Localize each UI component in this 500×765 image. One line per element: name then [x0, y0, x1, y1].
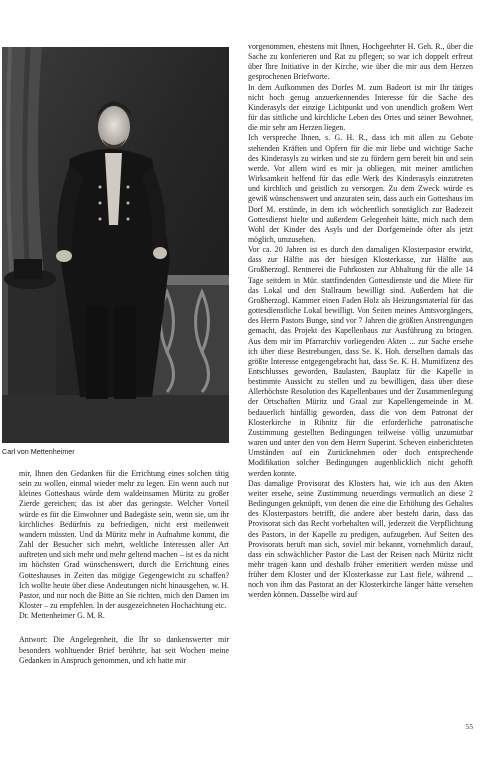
paragraph: In dem Aufkommen des Dorfes M. zum Badeort ist mir Ihr tätiges nicht hoch genug anzuerkennendes Interesse für die Sache des Kinderasyls der einzige Lichtpunkt und von unendlich großem Wert für das sittliche und kirchliche Leben des Ortes und seiner Bewohner, die mir sehr am Herzen liegen.: [248, 82, 473, 133]
paragraph: Ich verspreche Ihnen, s. G. H. R., dass ich mit allen zu Gebote stehenden Kräften und Opfern für die mir liebe und wichtige Sache des Kinderasyls zu wirken und sie zu fördern gern bereit bin und sein werde. Vor allem wird es mir ja obliegen, mit meiner amtlichen Wirksamkeit helfend für das edle Werk des Kinderasyls einzutreten und kirchlich und geistlich zu versorgen. Zu dem Zweck würde es gewiß wünschenswert und anzuraten sein, dass auch ein Gotteshaus im Dorf M. erstünde, in dem ich wöchentlich sonntäglich zur Badezeit Gottesdienst hielte und außerdem Gelegenheit hätte, mich nach dem Wohl der Kinder des Asyls und der Dorfgemeinde öfter als jetzt möglich, umzusehen.: [248, 133, 473, 244]
photo-caption: Carl von Mettenheimer: [2, 447, 75, 456]
left-text-column: [19, 469, 229, 666]
page-number: 55: [465, 722, 473, 731]
right-text-column: [248, 42, 473, 601]
paragraph: mir, Ihnen den Gedanken für die Errichtung eines solchen tätig sein zu wollen, einmal wieder mehr zu legen. Ein wenn auch nur kleines Gotteshaus würde dem waldeinsamen Müritz zu großer Zierde gereichen; das ist aber das geringste. Welcher Vorteil würde es für die Einwohner und Badegäste sein, wenn sie, um ihr kirchliches Bedürfnis zu befriedigen, nicht erst meilenweit wandern müssten. Und da Müritz mehr in Aufnahme kommt, die Zahl der Besucher sich mehrt, weltliche Interessen aller Art auftreten und sich mehr und mehr geltend machen – ist es da nicht im höchsten Grad wünschenswert, durch die Errichtung eines Gotteshauses in Zeiten das mögige Gegengewicht zu schaffen? Ich wollte heute über diese Andeutungen nicht hinausgehen, w. H. Pastor, und nur noch die Bitte an Sie richten, mich den Damen im Kloster – zu empfehlen. In der ausgezeichneten Hochachtung etc.: [19, 469, 229, 611]
paragraph: Antwort: Die Angelegenheit, die Ihr so dankenswerter mir besonders wohltuender Brief berührte, hat seit Wochen meine Gedanken in Anspruch genommen, und ich hatte mir: [19, 635, 229, 665]
paragraph: vorgenommen, ehestens mit Ihnen, Hochgeehrter H. Geh. R., über die Sache zu konferieren und Rat zu pflegen; so war ich doppelt erfreut über Ihre Initiative in der Kirche, wie über die mir aus dem Herzen gesprochenen Briefworte.: [248, 42, 473, 82]
signature-line: Dr. Mettenheimer G. M. R.: [19, 611, 105, 621]
paragraph: Vor ca. 20 Jahren ist es durch den damaligen Klosterpastor erwirkt, dass zur Hälfte aus der hiesigen Klosterkasse, zur Hälfte aus Großherzogl. Rentnerei die Fuhrkosten zur Abhaltung für die alle 14 Tage seitdem in Mür. stattfindenden Gottesdienste und die Miete für das Lokal und den Stallraum bewilligt sind. Außerdem hat die Großherzogl. Kammer einen Faden Holz als Heizungsmaterial für das gottesdienstliche Lokal bewilligt. Von Seiten meines Amtsvorgängers, des Herrn Pastors Bunge, sind vor 7 Jahren die größten Anstrengungen gemacht, das Projekt des Kapellenbaus zur Ausführung zu bringen. Aus dem mir im Pfarrarchiv vorliegenden Akten ... zur Sache ersehe ich über diese Bestrebungen, dass Se. K. Hoh. derselben damals das größte Interesse entgegengebracht hat, dass Se. K. H. Mumifizenz des Entschlusses geworden, Baulasten, Bauplatz für die Kapelle in bestimmte Aussicht zu stellen und zu bewilligen, dass über diese Allerhöchste Resolution des Kapellenbaues und der Zusammenlegung der Ortschaften Müritz und Graal zur Kapellengemeinde in M. bedauerlich hinfällig geworden, dass die von dem Patronat der Klosterkirche in Ribnitz für die erforderliche patronatische Zustimmung gestellten Bedingungen teilweise völlig unzumutbar waren und unter den von dem Herrn Superint. Scheven einberichteten Umständen auf ein Zurücknehmen oder doch entsprechende Modifikation solcher Bedingungen augenblicklich nicht gehofft werden konnte.: [248, 245, 473, 478]
paragraph: Das damalige Provisorat des Klosters hat, wie ich aus den Akten weiter ersehe, seine Zustimmung neuerdings vermutlich an diese 2 Bedingungen geknüpft, von denen die eine die Erhöhung des Gehaltes des Klosterpastors betrifft, die andere aber besteht darin, dass das Provisorat sich das Recht vorbehalten will, jederzeit die Verpflichtung des Pastors, in der Kapelle zu predigen, aufzugeben. Auf Seiten des Provisorats beruft man sich, soviel mir bekannt, vornehmlich darauf, dass ein schwächlicher Pastor die Last der Reisen nach Müritz nicht mehr tragen kann und deshalb früher emeritiert werden müsse und früher dem Kloster und der Klosterkasse zur Last fiele, während ... noch von ihm das Pastorat an der Klosterkirche länger hätte versehen werden können. Dasselbe wird auf: [248, 478, 473, 600]
portrait-photo: [2, 47, 229, 443]
portrait-photo-image: [2, 47, 229, 443]
